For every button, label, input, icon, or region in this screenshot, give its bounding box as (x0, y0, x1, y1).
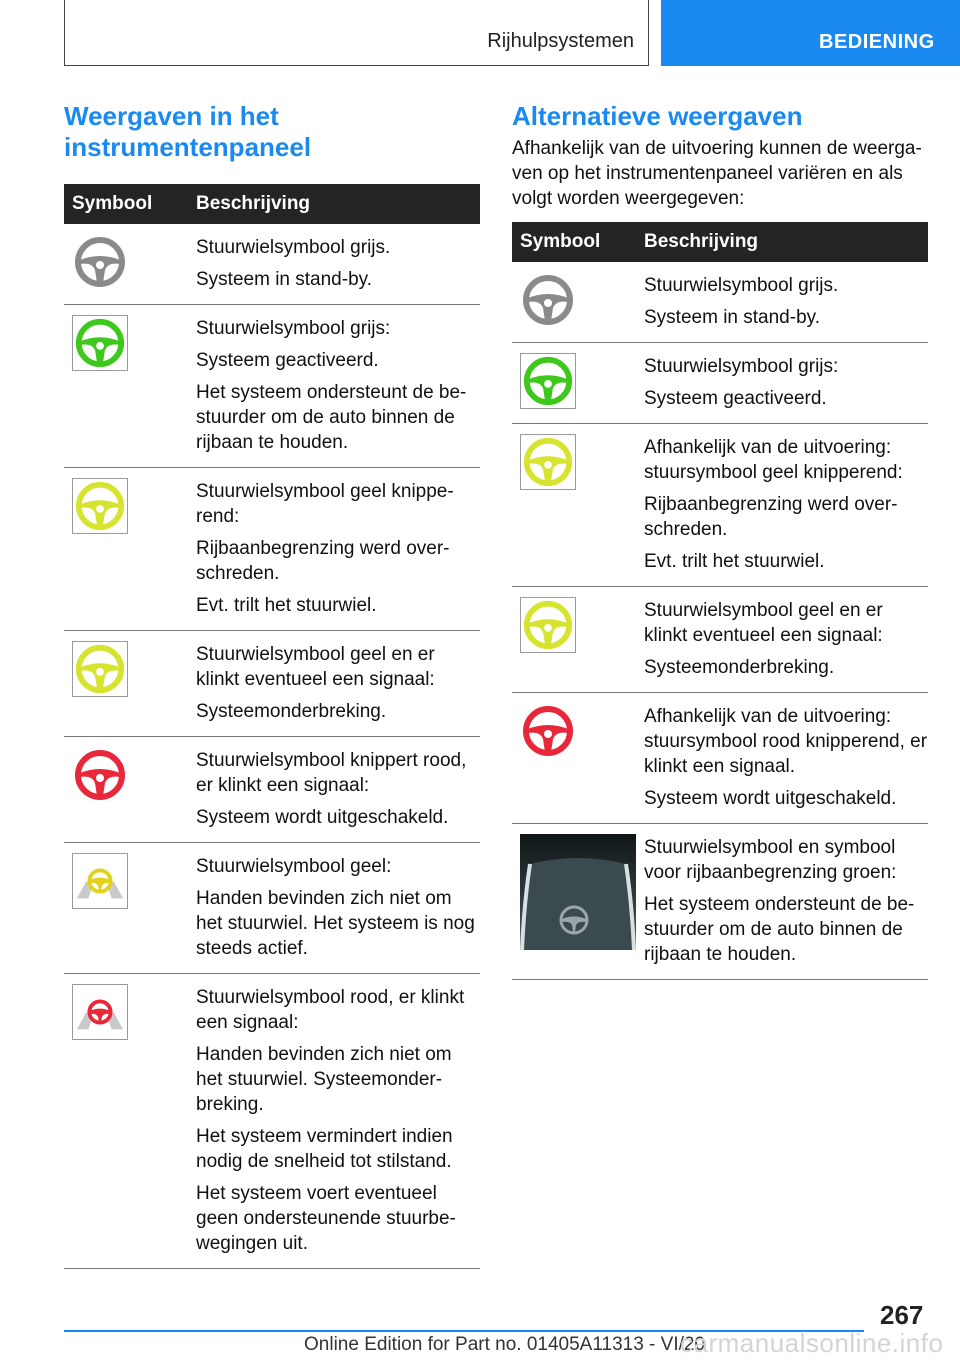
description-text: Het systeem vermindert indien nodig de snelheid tot stilstand. (196, 1126, 453, 1172)
description-text: Systeemonderbreking. (644, 657, 835, 678)
right-column (512, 101, 928, 980)
watermark: carmanualsonline.info (680, 1328, 944, 1358)
symbol-cell (64, 468, 188, 631)
symbol-cell (512, 693, 636, 824)
symbol-cell (512, 824, 636, 980)
steering-wheel-yellow-icon (520, 597, 576, 653)
description-cell (188, 468, 480, 631)
description-cell (636, 424, 928, 587)
steering-wheel-green-icon (72, 315, 128, 371)
description-text: Stuurwielsymbool geel en er klinkt eventueel een signaal: (196, 644, 435, 690)
symbol-cell (64, 305, 188, 468)
table-row (64, 843, 480, 974)
description-cell (636, 693, 928, 824)
chapter-header (64, 0, 649, 66)
table-row (512, 587, 928, 693)
description-text: Systeem wordt uitgeschakeld. (644, 788, 897, 809)
section-tab (661, 0, 960, 66)
description-text: Afhankelijk van de uitvoering: stuursymbool rood knipperend, er klinkt een signaal. (644, 706, 928, 777)
left-heading (64, 101, 480, 163)
steering-wheel-red-icon (520, 703, 576, 759)
lane-guidance-display-icon (520, 834, 636, 950)
description-text: Systeem in stand-by. (196, 269, 373, 290)
description-text: Rijbaanbegrenzing werd over‐ schreden. (196, 538, 450, 584)
right-table-body (512, 262, 928, 980)
description-text: Stuurwielsymbool geel en er klinkt eventueel een signaal: (644, 600, 883, 646)
description-text: Evt. trilt het stuurwiel. (196, 595, 377, 616)
description-text: Rijbaanbegrenzing werd over‐ schreden. (644, 494, 898, 540)
table-row (512, 424, 928, 587)
table-row (64, 468, 480, 631)
steering-wheel-yellow-icon (72, 478, 128, 534)
symbol-cell (64, 737, 188, 843)
table-row (64, 631, 480, 737)
symbol-cell (512, 587, 636, 693)
table-row (64, 305, 480, 468)
symbol-cell (64, 631, 188, 737)
symbol-cell (64, 224, 188, 305)
description-text: Stuurwielsymbool rood, er klinkt een signaal: (196, 987, 465, 1033)
left-symbol-table (64, 184, 480, 1269)
table-row (512, 693, 928, 824)
hands-off-yellow-icon (72, 853, 128, 909)
description-text: Handen bevinden zich niet om het stuurwiel. Het systeem is nog steeds actief. (196, 888, 475, 959)
steering-wheel-green-icon (520, 353, 576, 409)
edition-text: Online Edition for Part no. 01405A11313 - VI/20 (304, 1334, 706, 1355)
description-text: Systeem in stand-by. (644, 307, 821, 328)
symbol-cell (64, 974, 188, 1269)
symbol-cell (512, 262, 636, 343)
description-text: Afhankelijk van de uitvoering: stuursymbool geel knipperend: (644, 437, 903, 483)
description-text: Handen bevinden zich niet om het stuurwiel. Systeemonder‐ breking. (196, 1044, 452, 1115)
description-text: Stuurwielsymbool grijs. (196, 237, 391, 258)
column-header-symbol: Symbool (520, 231, 601, 252)
description-text: Systeem geactiveerd. (644, 388, 827, 409)
table-row (64, 737, 480, 843)
right-heading: Alternatieve weergaven (512, 101, 803, 131)
description-text: Stuurwielsymbool grijs. (644, 275, 839, 296)
description-text: Stuurwielsymbool en symbool voor rijbaanbegrenzing groen: (644, 837, 897, 883)
right-intro: Afhankelijk van de uitvoering kunnen de weerga‐ ven op het instrumentenpaneel variëren en als volgt worden weergegeven: (512, 138, 922, 209)
description-cell (188, 224, 480, 305)
left-heading-line2: instrumentenpaneel (64, 132, 312, 162)
description-cell (188, 843, 480, 974)
description-text: Stuurwielsymbool grijs: (644, 356, 839, 377)
steering-wheel-yellow-icon (520, 434, 576, 490)
description-cell (636, 587, 928, 693)
table-row (64, 224, 480, 305)
description-cell (636, 262, 928, 343)
description-text: Systeem geactiveerd. (196, 350, 379, 371)
description-text: Het systeem ondersteunt de be‐ stuurder om de auto binnen de rijbaan te houden. (196, 382, 467, 453)
column-header-symbol: Symbool (72, 193, 153, 214)
steering-wheel-grey-icon (520, 272, 576, 328)
table-row (64, 974, 480, 1269)
table-header-row (512, 222, 928, 262)
description-cell (636, 824, 928, 980)
description-cell (636, 343, 928, 424)
description-text: Stuurwielsymbool grijs: (196, 318, 391, 339)
left-column (64, 101, 480, 1269)
description-cell (188, 974, 480, 1269)
right-symbol-table (512, 222, 928, 980)
chapter-title: Rijhulpsystemen (487, 30, 634, 52)
description-text: Het systeem voert eventueel geen ondersteunende stuurbe‐ wegingen uit. (196, 1183, 456, 1254)
table-row (512, 824, 928, 980)
description-text: Systeem wordt uitgeschakeld. (196, 807, 449, 828)
description-text: Het systeem ondersteunt de be‐ stuurder om de auto binnen de rijbaan te houden. (644, 894, 915, 965)
description-text: Evt. trilt het stuurwiel. (644, 551, 825, 572)
description-text: Stuurwielsymbool knippert rood, er klinkt een signaal: (196, 750, 467, 796)
hands-off-red-icon (72, 984, 128, 1040)
symbol-cell (64, 843, 188, 974)
description-text: Stuurwielsymbool geel knippe‐ rend: (196, 481, 454, 527)
description-cell (188, 631, 480, 737)
column-header-description: Beschrijving (644, 231, 759, 252)
steering-wheel-red-icon (72, 747, 128, 803)
description-text: Stuurwielsymbool geel: (196, 856, 392, 877)
table-header-row (64, 184, 480, 224)
symbol-cell (512, 343, 636, 424)
steering-wheel-grey-icon (72, 234, 128, 290)
description-cell (188, 305, 480, 468)
left-table-body (64, 224, 480, 1269)
table-row (512, 262, 928, 343)
description-cell (188, 737, 480, 843)
table-row (512, 343, 928, 424)
symbol-cell (512, 424, 636, 587)
steering-wheel-yellow-icon (72, 641, 128, 697)
page-number: 267 (880, 1300, 924, 1330)
section-label: BEDIENING (819, 31, 935, 53)
column-header-description: Beschrijving (196, 193, 311, 214)
left-heading-line1: Weergaven in het (64, 101, 279, 131)
description-text: Systeemonderbreking. (196, 701, 387, 722)
